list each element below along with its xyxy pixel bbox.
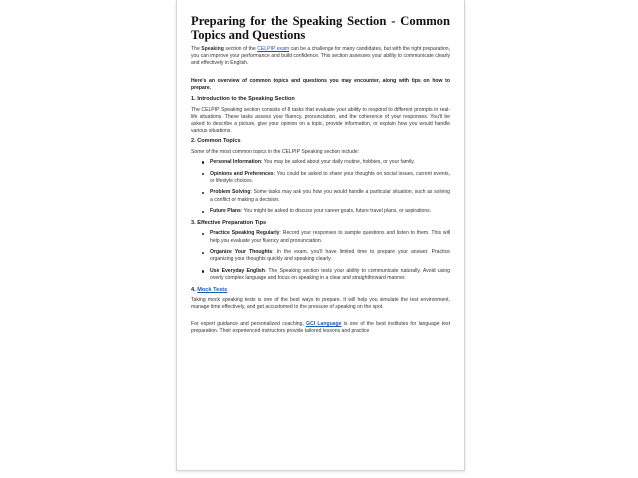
list-item-text: : You could be asked to share your thoughts on social issues, current events, or lifestyle choices.	[210, 170, 450, 184]
celpip-exam-link[interactable]: CELPIP exam	[257, 46, 290, 52]
list-item-text: : Record your responses to sample questions and listen to them. This will help you evaluate your fluency and pronunciation.	[210, 230, 450, 244]
section-1-body: The CELPIP Speaking section consists of 8 tasks that evaluate your ability to respond to different prompts in real-life situations. These tasks assess your fluency, pronunciation, and the coherence of your responses. You'll be asked to describe a picture, give your opinion on a topic, provide information, or explain how you would handle various situations.	[191, 106, 450, 135]
list-item-text: : The Speaking section tests your ability to communicate naturally. Avoid using overly complex language and focus on speaking in a clear and straightforward manner.	[210, 267, 450, 282]
intro-text-mid: section of the	[223, 46, 258, 52]
list-item	[210, 230, 450, 244]
section-4-number: 4.	[191, 286, 198, 293]
list-item-term: Opinions and Preferences	[210, 170, 274, 177]
list-item-text: : You may be asked about your daily routine, hobbies, or your family.	[260, 159, 415, 166]
list-item	[210, 249, 450, 263]
intro-text-start: The	[191, 46, 202, 52]
list-item-text: : You might be asked to discuss your career goals, future travel plans, or aspirations.	[240, 208, 432, 215]
overview-paragraph: Here's an overview of common topics and questions you may encounter, along with tips on how to prepare.	[191, 77, 450, 91]
section-2-heading: 2. Common Topics	[191, 138, 241, 145]
closing-paragraph	[191, 321, 450, 335]
list-item-text: : Some tasks may ask you how you would handle a particular situation, such as solving a conflict or making a decision.	[210, 189, 450, 203]
list-item-term: Problem Solving	[210, 189, 251, 196]
intro-paragraph	[191, 46, 450, 68]
common-topics-list	[191, 159, 450, 215]
gci-language-link[interactable]: GCI Language	[306, 320, 342, 327]
list-item-term: Practice Speaking Regularly	[210, 230, 280, 237]
intro-bold-speaking: Speaking	[201, 46, 224, 52]
document-page	[176, 0, 465, 471]
preparation-tips-list	[191, 230, 450, 282]
closing-text-start: For expert guidance and personalized coaching,	[191, 320, 307, 327]
list-item-term: Future Plans	[210, 208, 241, 215]
intro-text-end: can be a challenge for many candidates, but with the right preparation, you can improve your performance and build confidence. This section assesses your ability to communicate clearly and effectively in English.	[191, 46, 450, 67]
section-4-heading	[191, 287, 450, 295]
document-content	[191, 14, 450, 335]
section-3-heading: 3. Effective Preparation Tips	[191, 219, 267, 226]
list-item	[210, 159, 450, 166]
page-title: Preparing for the Speaking Section - Common Topics and Questions	[191, 14, 450, 42]
list-item	[210, 171, 450, 185]
list-item-term: Personal Information	[210, 159, 261, 166]
list-item	[210, 268, 450, 282]
closing-text-end: is one of the best institutes for language test preparation. Their experienced instructors provide tailored lessons and practice	[191, 320, 450, 334]
list-item-text: : In the exam, you'll have limited time to prepare your answer. Practice organizing your thoughts quickly and speaking clearly.	[210, 249, 450, 263]
mock-tests-link[interactable]: Mock Tests	[197, 286, 228, 293]
list-item	[210, 189, 450, 203]
list-item-term: Use Everyday English	[210, 267, 265, 274]
section-4-body: Taking mock speaking tests is one of the best ways to prepare. It will help you simulate the test environment, manage time effectively, and get accustomed to the pressure of speaking on the spot.	[191, 297, 450, 311]
section-2-intro: Some of the most common topics in the CELPIP Speaking section include:	[191, 148, 360, 155]
list-item-term: Organize Your Thoughts	[210, 249, 273, 256]
list-item	[210, 208, 450, 215]
section-1-heading: 1. Introduction to the Speaking Section	[191, 96, 295, 103]
